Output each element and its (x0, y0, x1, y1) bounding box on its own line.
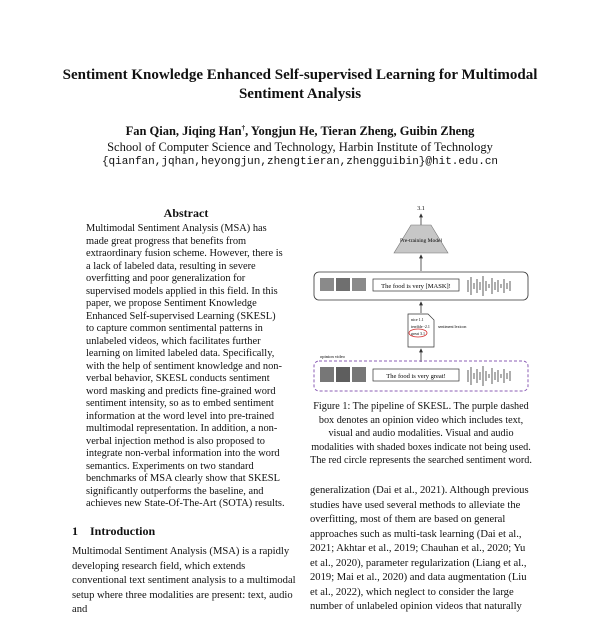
intro-text: Multimodal Sentiment Analysis (MSA) is a rapidly developing research field, which extends conventional text sentiment analysis to a multimodal setup where three modalities are present: text, audio and (72, 546, 296, 615)
video-frame-2 (336, 367, 350, 382)
input-audio-waveform (468, 366, 510, 386)
input-text: The food is very great! (386, 373, 446, 380)
paper-title: Sentiment Knowledge Enhanced Self-supervised Learning for Multimodal Sentiment Analysis (62, 67, 538, 102)
model-label: Pre-training Model (399, 238, 443, 244)
figure-caption: Figure 1: The pipeline of SKESL. The purple dashed box denotes an opinion video which includes text, visual and audio modalities. Visual and audio modalities with shaded boxes indicate not being used. The red circle represents the searched sentiment word. (310, 401, 532, 466)
section-title: Introduction (90, 524, 156, 538)
masked-visual-frame-2 (336, 278, 350, 291)
authors-rest: , Yongjun He, Tieran Zheng, Guibin Zheng (245, 124, 475, 139)
masked-visual-frame-1 (320, 278, 334, 291)
section-heading (72, 524, 167, 539)
abstract-heading: Abstract (163, 206, 209, 220)
video-frame-1 (320, 367, 334, 382)
authors-first: Fan Qian, Jiqing Han (125, 124, 242, 139)
video-frame-3 (352, 367, 366, 382)
kb-entry-2: terrible -2.1 (411, 324, 430, 329)
abstract-text: Multimodal Sentiment Analysis (MSA) has made great progress that benefits from extraordinary fusion scheme. However, there is a lack of labeled data, resulting in severe overfitting and poor generalization for supervised models applied in this field. In this paper, we propose Sentiment Knowledge Enhanced Self-supervised Learning (SKESL) to capture common sentimental patterns in unlabeled videos, which facilitates further learning on limited labeled data. Specifically, with the help of sentiment knowledge and non-verbal behavior, SKESL conducts sentiment word masking and predicts fine-grained word sentiment intensity, so as to embed sentiment information at the word level into pre-trained multimodal representation. In addition, a non-verbal injection method is also proposed to integrate non-verbal information into the word semantics. Experiments on two standard benchmarks of MSA clearly show that SKESL significantly outperforms the baseline, and achieves new State-Of-The-Art (SOTA) results. (86, 223, 285, 509)
kb-entry-1: nice 1.1 (411, 317, 424, 322)
masked-visual-frame-3 (352, 278, 366, 291)
pipeline-figure (310, 200, 532, 395)
output-value: 3.1 (417, 206, 425, 212)
right-column-text: generalization (Dai et al., 2021). Although previous studies have used several methods to alleviate the overfitting, most of them are based on general approaches such as multi-task learning (Dai et al., 2021; Akhtar et al., 2019; Chauhan et al., 2020; Yu et al., 2020), parameter regularization (Liang et al., 2019; Mai et al., 2020) and data augmentation (Liu et al., 2022), which neglect to consider the large number of unlabeled opinion videos that naturally (310, 485, 529, 612)
masked-text: The food is very [MASK]! (381, 283, 451, 290)
author-emails: {qianfan,jqhan,heyongjun,zhengtieran,zhengguibin}@hit.edu.cn (101, 156, 499, 168)
section-number: 1 (72, 524, 78, 538)
authors-dagger: † (241, 124, 246, 132)
kb-entry-3: great 3.1 (411, 331, 425, 336)
affiliation: School of Computer Science and Technology, Harbin Institute of Technology (107, 140, 493, 154)
kb-label: sentiment lexicon (438, 324, 467, 329)
masked-audio-waveform (468, 276, 510, 296)
authors (40, 124, 560, 139)
opinion-video-label: opinion video (320, 354, 345, 359)
